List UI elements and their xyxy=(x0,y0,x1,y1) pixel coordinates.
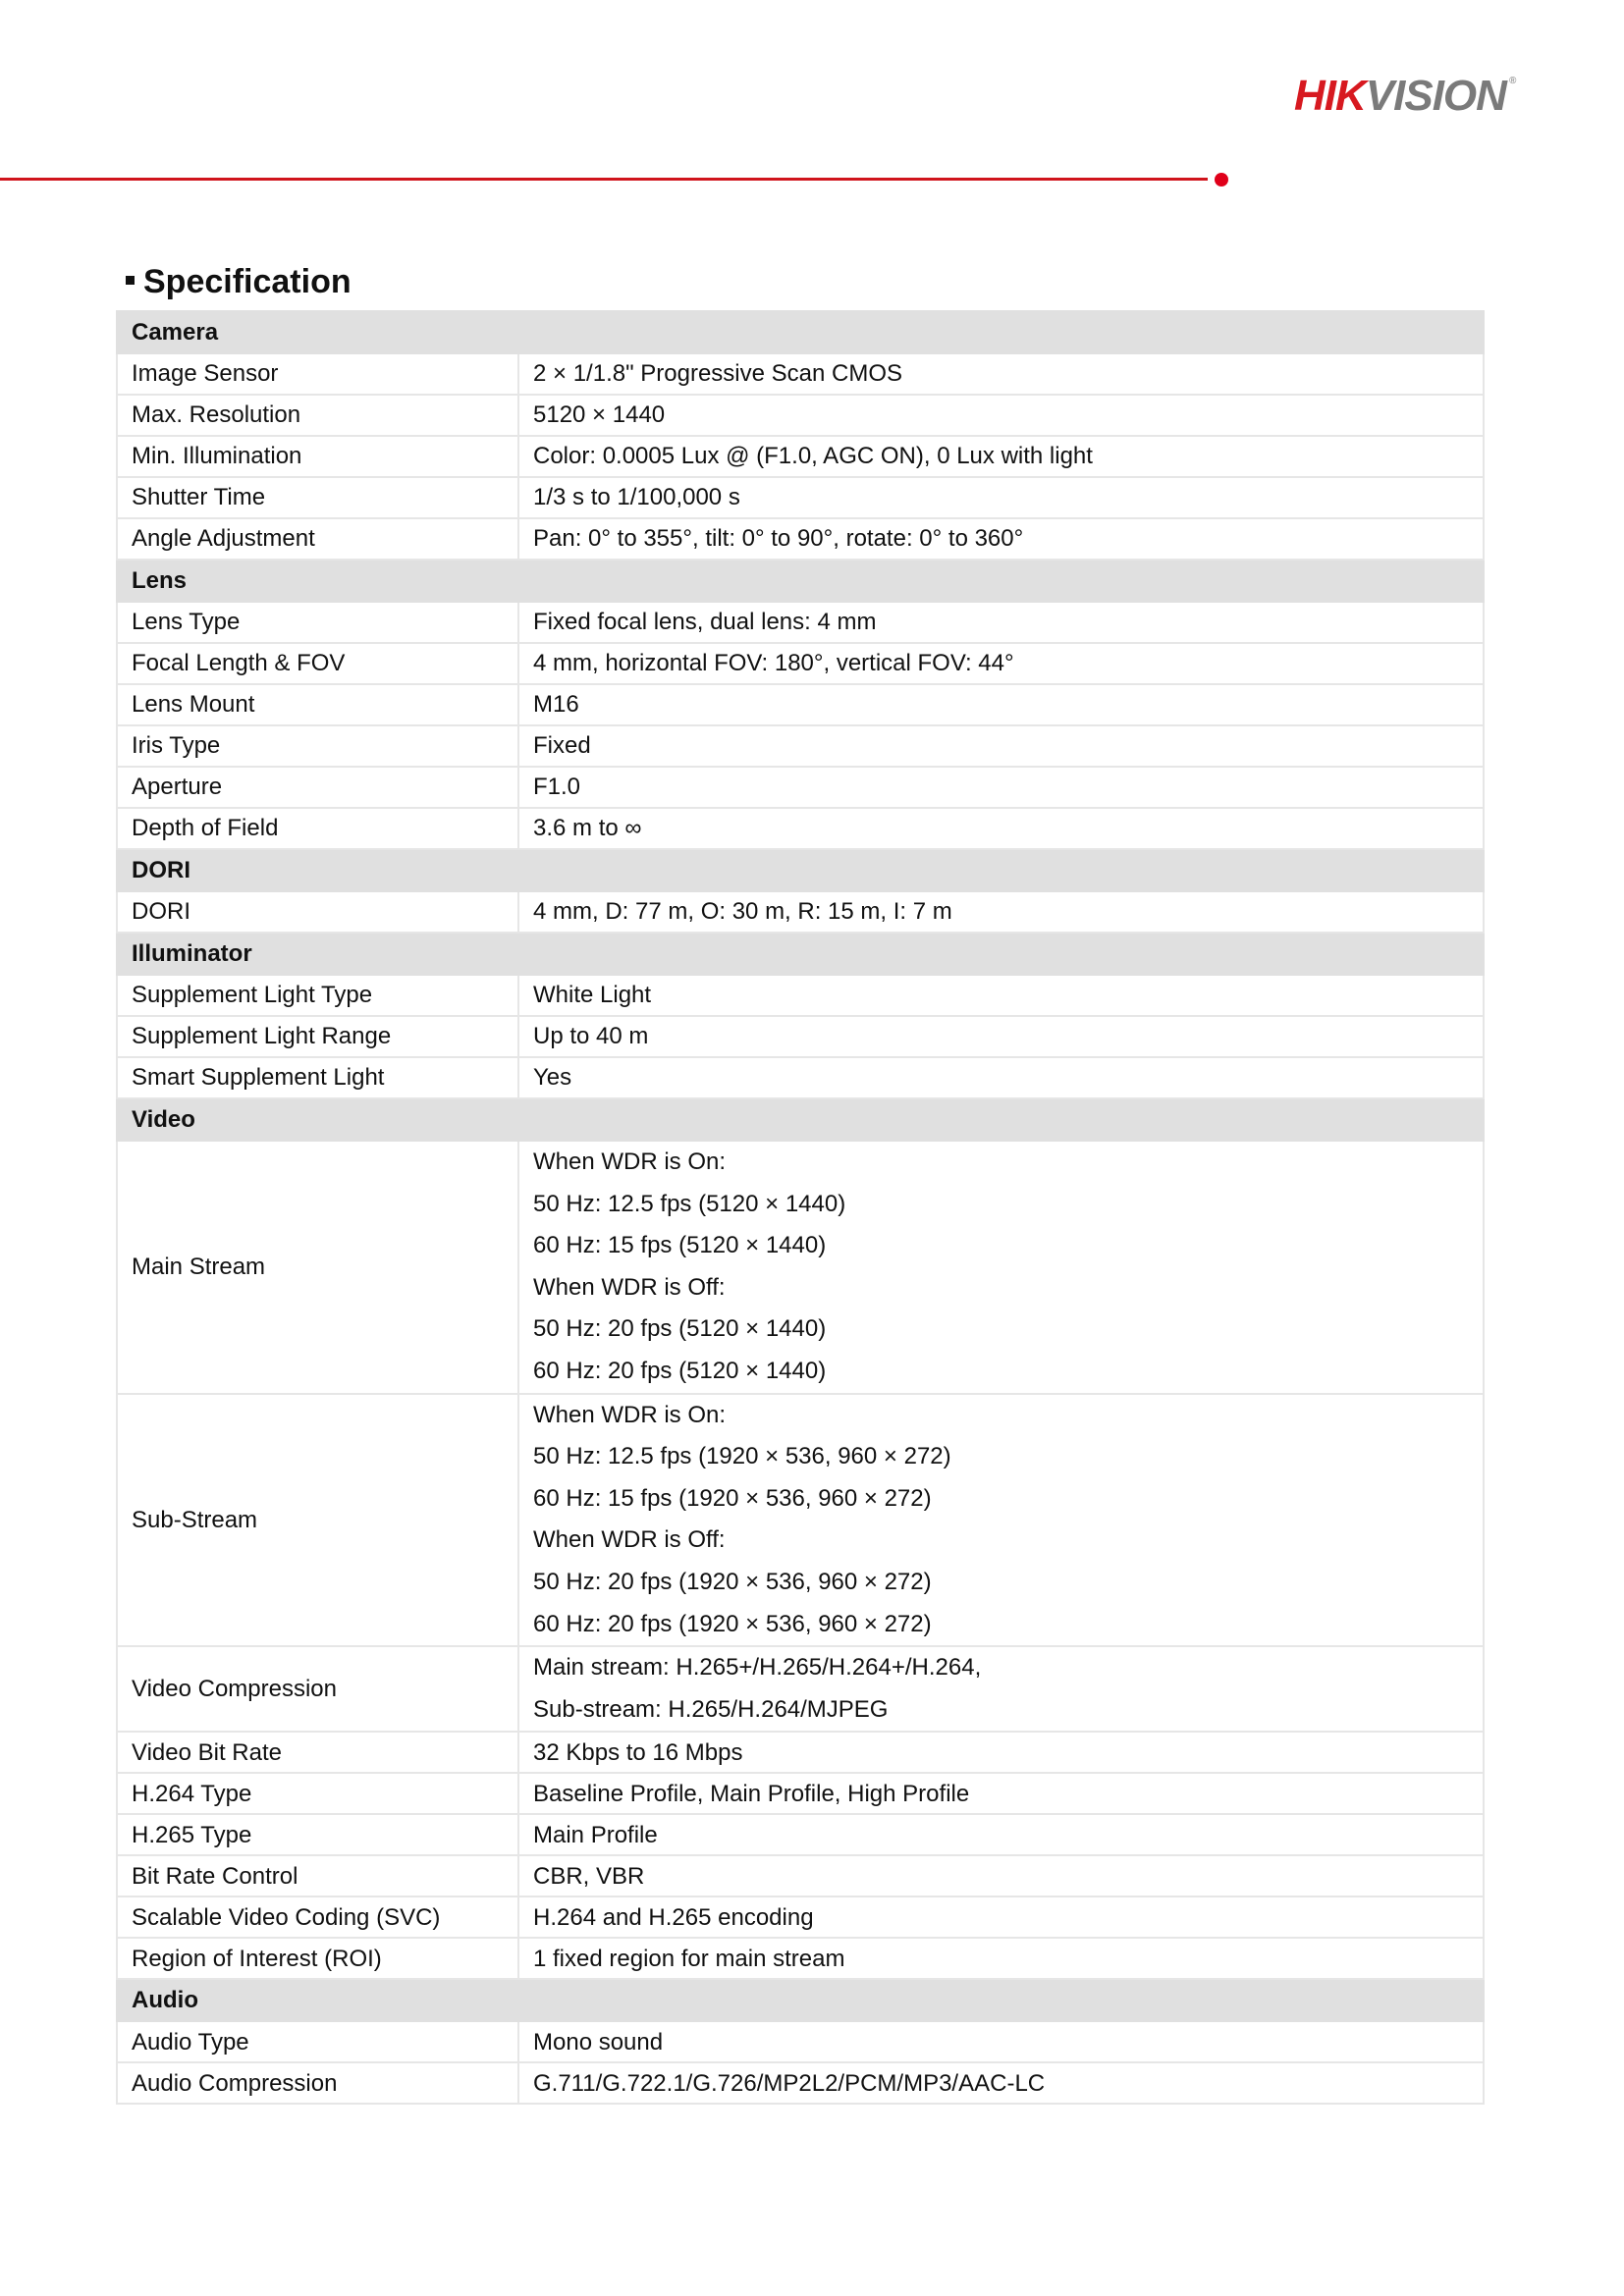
spec-value-line: 50 Hz: 20 fps (5120 × 1440) xyxy=(533,1315,827,1343)
spec-value xyxy=(518,1394,1484,1647)
table-row xyxy=(117,1394,1484,1647)
spec-value: Fixed xyxy=(518,725,1484,767)
table-row xyxy=(117,1773,1484,1814)
table-row xyxy=(117,1814,1484,1855)
spec-key: DORI xyxy=(117,891,518,933)
spec-key: Min. Illumination xyxy=(117,436,518,477)
spec-key: Region of Interest (ROI) xyxy=(117,1938,518,1979)
specification-table xyxy=(116,310,1485,2105)
hikvision-logo xyxy=(1294,72,1516,120)
spec-key: Bit Rate Control xyxy=(117,1855,518,1896)
spec-value: 1/3 s to 1/100,000 s xyxy=(518,477,1484,518)
spec-key: H.265 Type xyxy=(117,1814,518,1855)
section-header xyxy=(117,1098,1484,1141)
header-divider xyxy=(0,178,1208,181)
spec-value-line: When WDR is On: xyxy=(533,1148,727,1175)
bullet-icon xyxy=(126,276,135,285)
spec-key: Focal Length & FOV xyxy=(117,643,518,684)
spec-value-line: 60 Hz: 20 fps (5120 × 1440) xyxy=(533,1357,827,1384)
table-row xyxy=(117,1016,1484,1057)
spec-value: Main Profile xyxy=(518,1814,1484,1855)
spec-value: Pan: 0° to 355°, tilt: 0° to 90°, rotate: 0° to 360° xyxy=(518,518,1484,560)
page-title-text: Specification xyxy=(143,263,352,300)
spec-key: Angle Adjustment xyxy=(117,518,518,560)
spec-value-line: 50 Hz: 12.5 fps (5120 × 1440) xyxy=(533,1190,846,1217)
spec-value: CBR, VBR xyxy=(518,1855,1484,1896)
spec-value xyxy=(518,1646,1484,1732)
table-row xyxy=(117,767,1484,808)
spec-value: Yes xyxy=(518,1057,1484,1098)
spec-value: 4 mm, D: 77 m, O: 30 m, R: 15 m, I: 7 m xyxy=(518,891,1484,933)
spec-value: 2 × 1/1.8" Progressive Scan CMOS xyxy=(518,353,1484,395)
table-row xyxy=(117,2062,1484,2104)
spec-value-line: 60 Hz: 15 fps (5120 × 1440) xyxy=(533,1232,827,1259)
spec-key: Supplement Light Type xyxy=(117,975,518,1016)
spec-value xyxy=(518,1141,1484,1394)
page-title xyxy=(126,265,352,298)
section-header xyxy=(117,1979,1484,2021)
table-row xyxy=(117,2021,1484,2062)
section-title: Camera xyxy=(117,311,1484,353)
table-row xyxy=(117,1896,1484,1938)
spec-key: Image Sensor xyxy=(117,353,518,395)
table-row xyxy=(117,684,1484,725)
spec-value-line: Main stream: H.265+/H.265/H.264+/H.264, xyxy=(533,1654,982,1682)
spec-key: Supplement Light Range xyxy=(117,1016,518,1057)
header-divider-dot xyxy=(1215,173,1228,187)
spec-value: M16 xyxy=(518,684,1484,725)
spec-value: H.264 and H.265 encoding xyxy=(518,1896,1484,1938)
table-row xyxy=(117,395,1484,436)
spec-key: Audio Compression xyxy=(117,2062,518,2104)
section-title: Lens xyxy=(117,560,1484,602)
spec-value: Color: 0.0005 Lux @ (F1.0, AGC ON), 0 Lux with light xyxy=(518,436,1484,477)
spec-value: White Light xyxy=(518,975,1484,1016)
section-title: Video xyxy=(117,1098,1484,1141)
spec-key: Main Stream xyxy=(117,1141,518,1394)
table-row xyxy=(117,1938,1484,1979)
spec-value-line: 50 Hz: 12.5 fps (1920 × 536, 960 × 272) xyxy=(533,1443,951,1470)
spec-value: Mono sound xyxy=(518,2021,1484,2062)
spec-value-line: Sub-stream: H.265/H.264/MJPEG xyxy=(533,1695,889,1723)
spec-value: 4 mm, horizontal FOV: 180°, vertical FOV: 44° xyxy=(518,643,1484,684)
spec-key: Shutter Time xyxy=(117,477,518,518)
spec-key: Scalable Video Coding (SVC) xyxy=(117,1896,518,1938)
table-row xyxy=(117,1732,1484,1773)
spec-value: G.711/G.722.1/G.726/MP2L2/PCM/MP3/AAC-LC xyxy=(518,2062,1484,2104)
spec-key: Video Bit Rate xyxy=(117,1732,518,1773)
spec-key: Lens Type xyxy=(117,602,518,643)
spec-value: Up to 40 m xyxy=(518,1016,1484,1057)
table-row xyxy=(117,1646,1484,1732)
spec-value-line: When WDR is Off: xyxy=(533,1526,726,1554)
section-title: DORI xyxy=(117,849,1484,891)
registered-mark: ® xyxy=(1508,76,1516,86)
spec-key: Iris Type xyxy=(117,725,518,767)
table-row xyxy=(117,477,1484,518)
logo-vision: VISION xyxy=(1365,72,1506,120)
spec-value: 3.6 m to ∞ xyxy=(518,808,1484,849)
section-header xyxy=(117,849,1484,891)
spec-key: Audio Type xyxy=(117,2021,518,2062)
section-title: Illuminator xyxy=(117,933,1484,975)
section-header xyxy=(117,560,1484,602)
table-row xyxy=(117,518,1484,560)
table-row xyxy=(117,975,1484,1016)
spec-key: Lens Mount xyxy=(117,684,518,725)
table-row xyxy=(117,353,1484,395)
table-row xyxy=(117,643,1484,684)
table-row xyxy=(117,725,1484,767)
spec-value: 1 fixed region for main stream xyxy=(518,1938,1484,1979)
spec-key: Depth of Field xyxy=(117,808,518,849)
table-row xyxy=(117,436,1484,477)
spec-value-line: 60 Hz: 15 fps (1920 × 536, 960 × 272) xyxy=(533,1484,932,1512)
spec-value-line: When WDR is Off: xyxy=(533,1273,726,1301)
spec-key: Aperture xyxy=(117,767,518,808)
table-row xyxy=(117,1855,1484,1896)
spec-key: Max. Resolution xyxy=(117,395,518,436)
section-title: Audio xyxy=(117,1979,1484,2021)
spec-key: H.264 Type xyxy=(117,1773,518,1814)
spec-value: 32 Kbps to 16 Mbps xyxy=(518,1732,1484,1773)
logo-hik: HIK xyxy=(1294,72,1366,120)
section-header xyxy=(117,311,1484,353)
spec-value: 5120 × 1440 xyxy=(518,395,1484,436)
spec-value: F1.0 xyxy=(518,767,1484,808)
spec-value-line: 50 Hz: 20 fps (1920 × 536, 960 × 272) xyxy=(533,1568,932,1595)
spec-key: Sub-Stream xyxy=(117,1394,518,1647)
spec-value: Fixed focal lens, dual lens: 4 mm xyxy=(518,602,1484,643)
table-row xyxy=(117,1141,1484,1394)
section-header xyxy=(117,933,1484,975)
spec-key: Smart Supplement Light xyxy=(117,1057,518,1098)
table-row xyxy=(117,602,1484,643)
table-row xyxy=(117,891,1484,933)
table-row xyxy=(117,808,1484,849)
spec-value-line: When WDR is On: xyxy=(533,1401,727,1428)
spec-value: Baseline Profile, Main Profile, High Profile xyxy=(518,1773,1484,1814)
spec-key: Video Compression xyxy=(117,1646,518,1732)
spec-value-line: 60 Hz: 20 fps (1920 × 536, 960 × 272) xyxy=(533,1610,932,1637)
table-row xyxy=(117,1057,1484,1098)
